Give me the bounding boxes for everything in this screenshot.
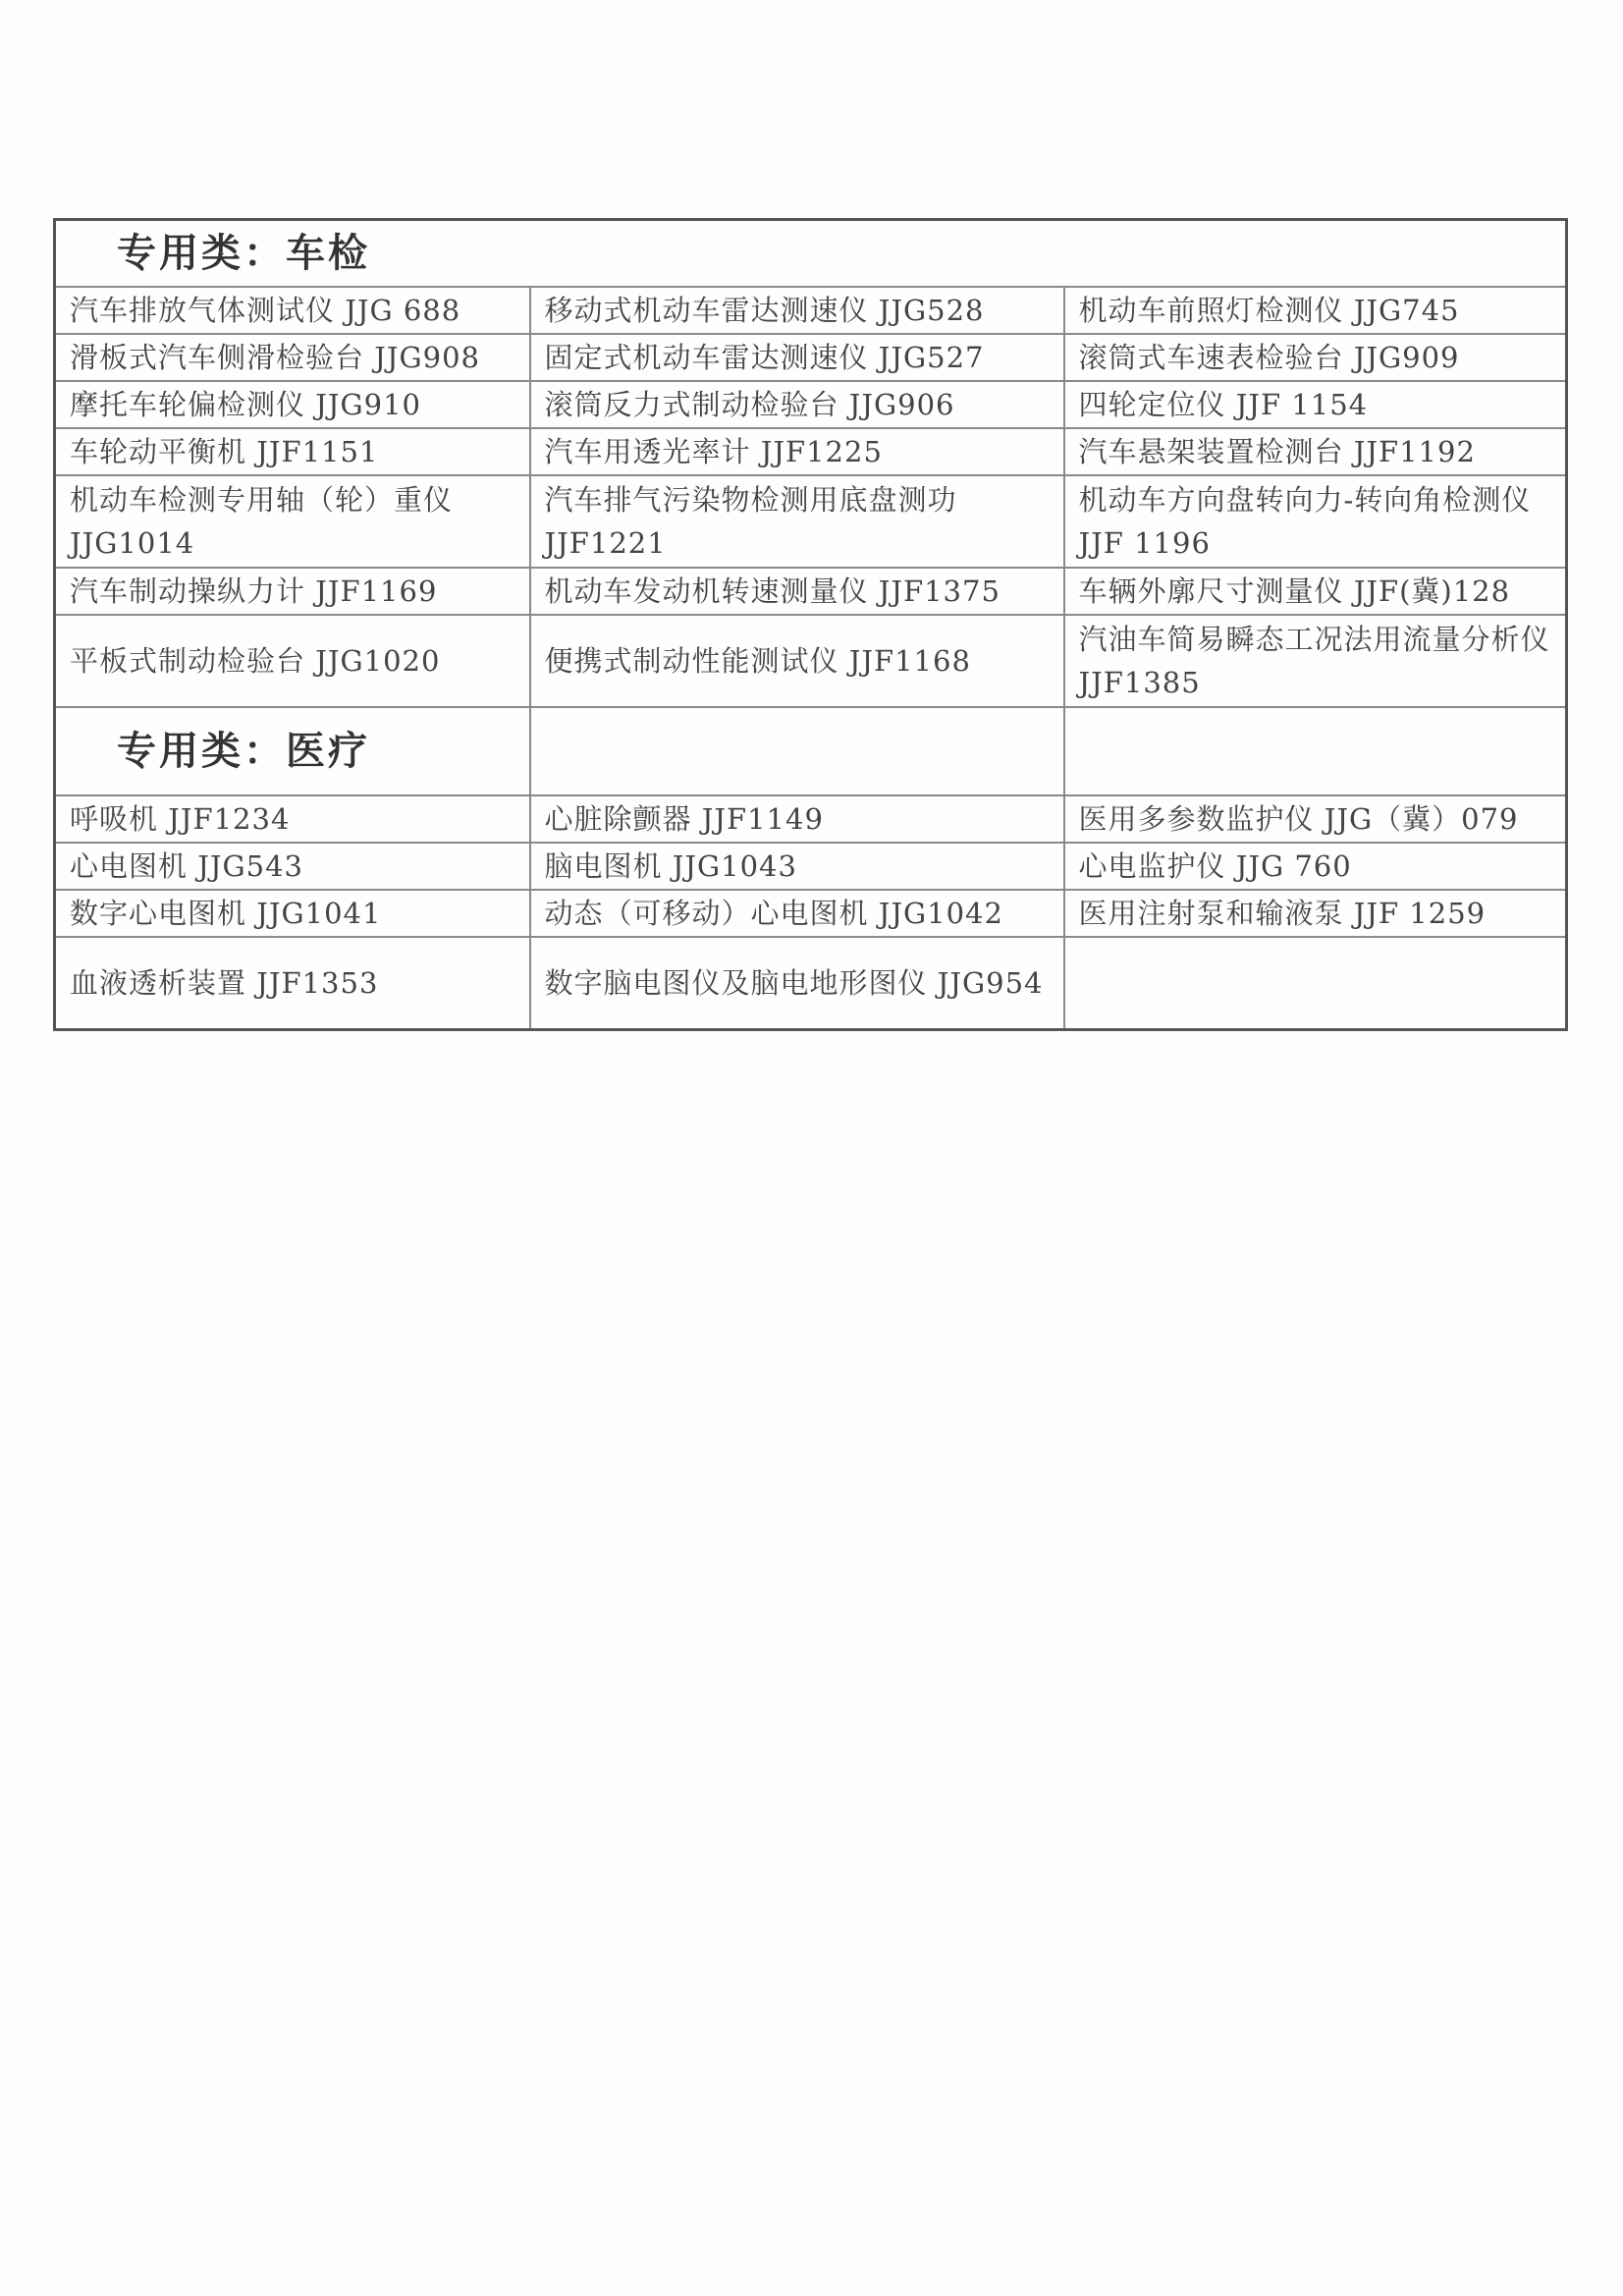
table-cell: 心电监护仪 JJG 760: [1064, 843, 1567, 890]
table-row: [55, 568, 1567, 615]
table-cell: 摩托车轮偏检测仪 JJG910: [55, 381, 530, 428]
table-cell: 数字心电图机 JJG1041: [55, 890, 530, 937]
section-header-row: [55, 707, 1567, 795]
table-cell: 车轮动平衡机 JJF1151: [55, 428, 530, 475]
table-cell: 动态（可移动）心电图机 JJG1042: [530, 890, 1064, 937]
table-row: [55, 334, 1567, 381]
table-cell: 四轮定位仪 JJF 1154: [1064, 381, 1567, 428]
table-cell: 汽车用透光率计 JJF1225: [530, 428, 1064, 475]
table-row: [55, 843, 1567, 890]
table-cell: 血液透析装置 JJF1353: [55, 937, 530, 1030]
empty-cell: [530, 707, 1064, 795]
table-cell: 滚筒反力式制动检验台 JJG906: [530, 381, 1064, 428]
table-cell: 汽油车简易瞬态工况法用流量分析仪 JJF1385: [1064, 615, 1567, 707]
empty-cell: [1064, 707, 1567, 795]
table-cell: 心脏除颤器 JJF1149: [530, 795, 1064, 843]
table-cell: [1064, 937, 1567, 1030]
table-row: [55, 287, 1567, 334]
table-cell: 汽车排放气体测试仪 JJG 688: [55, 287, 530, 334]
table-row: [55, 937, 1567, 1030]
table-cell: 呼吸机 JJF1234: [55, 795, 530, 843]
table-row: [55, 795, 1567, 843]
table-cell: 脑电图机 JJG1043: [530, 843, 1064, 890]
table-cell: 汽车悬架装置检测台 JJF1192: [1064, 428, 1567, 475]
table-row: [55, 615, 1567, 707]
table-cell: 移动式机动车雷达测速仪 JJG528: [530, 287, 1064, 334]
section-title-vehicle: 专用类：车检: [55, 220, 1567, 288]
table-cell: 滑板式汽车侧滑检验台 JJG908: [55, 334, 530, 381]
table-row: [55, 381, 1567, 428]
table-cell: 汽车制动操纵力计 JJF1169: [55, 568, 530, 615]
table-row: [55, 475, 1567, 568]
table-cell: 机动车发动机转速测量仪 JJF1375: [530, 568, 1064, 615]
table-cell: 数字脑电图仪及脑电地形图仪 JJG954: [530, 937, 1064, 1030]
instrument-table: [53, 218, 1568, 1031]
table-cell: 车辆外廓尺寸测量仪 JJF(冀)128: [1064, 568, 1567, 615]
table-cell: 机动车前照灯检测仪 JJG745: [1064, 287, 1567, 334]
section-title-medical: 专用类：医疗: [55, 707, 530, 795]
table-cell: 固定式机动车雷达测速仪 JJG527: [530, 334, 1064, 381]
table-cell: 汽车排气污染物检测用底盘测功 JJF1221: [530, 475, 1064, 568]
table-cell: 滚筒式车速表检验台 JJG909: [1064, 334, 1567, 381]
table-row: [55, 428, 1567, 475]
section-header-row: [55, 220, 1567, 288]
table-cell: 机动车方向盘转向力-转向角检测仪 JJF 1196: [1064, 475, 1567, 568]
table-cell: 医用多参数监护仪 JJG（冀）079: [1064, 795, 1567, 843]
table-cell: 便携式制动性能测试仪 JJF1168: [530, 615, 1064, 707]
table-cell: 医用注射泵和输液泵 JJF 1259: [1064, 890, 1567, 937]
table-cell: 平板式制动检验台 JJG1020: [55, 615, 530, 707]
table-cell: 机动车检测专用轴（轮）重仪 JJG1014: [55, 475, 530, 568]
table-row: [55, 890, 1567, 937]
table-cell: 心电图机 JJG543: [55, 843, 530, 890]
